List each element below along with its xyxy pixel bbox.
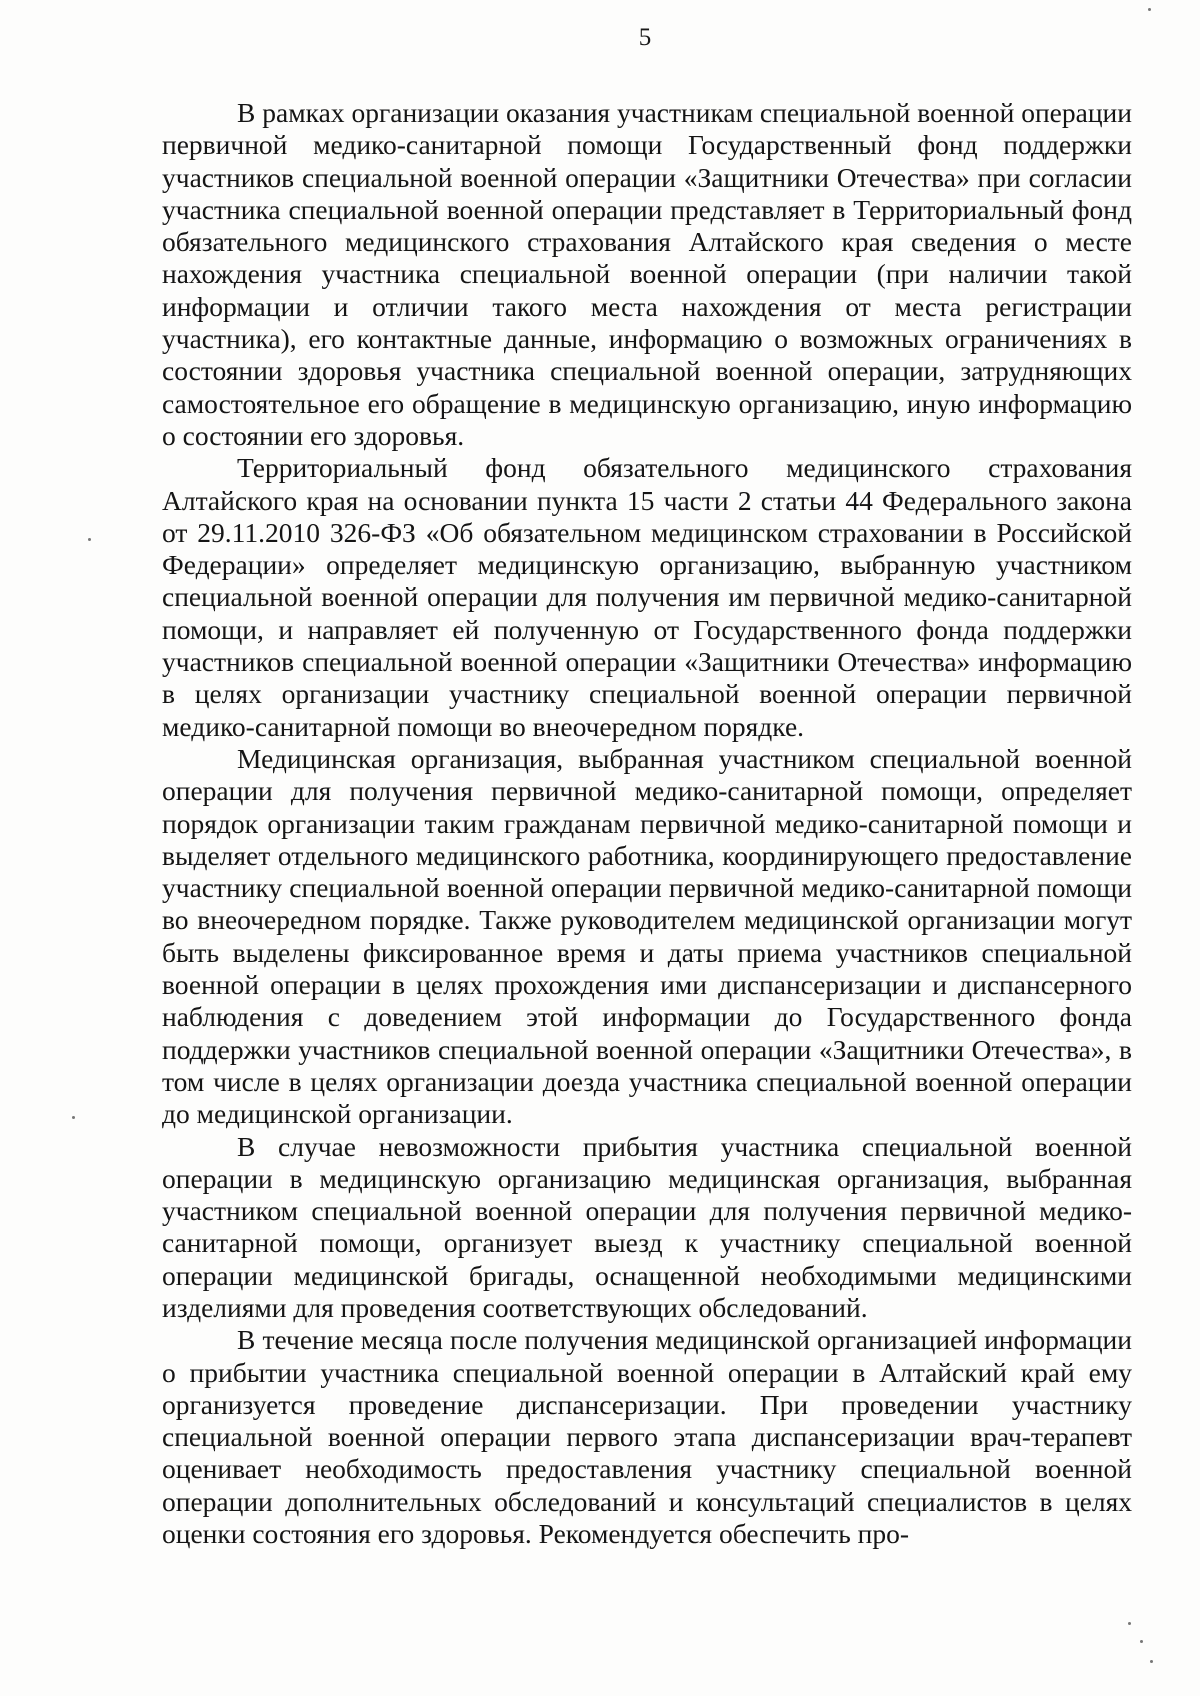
- document-body: [162, 97, 1132, 1550]
- scan-speck: [72, 1116, 75, 1119]
- scan-speck: [1150, 1660, 1153, 1663]
- scan-speck: [1128, 1622, 1131, 1625]
- paragraph-dispensarization: В течение месяца после получения медицинской организацией информации о прибытии участника специальной военной операции в Алтайский край ему организуется проведение диспансеризации. При проведении участнику специальной военной операции первого этапа диспансеризации врач-терапевт оценивает необходимость предоставления участнику специальной военной операции дополнительных обследований и консультаций специалистов в целях оценки состояния его здоровья. Рекомендуется обеспечить про-: [162, 1324, 1132, 1550]
- scan-speck: [1140, 1640, 1143, 1643]
- paragraph-medical-organization: Медицинская организация, выбранная участником специальной военной операции для получения первичной медико-санитарной помощи, определяет порядок организации таким гражданам первичной медико-санитарной помощи и выделяет отдельного медицинского работника, координирующего предоставление участнику специальной военной операции первичной медико-санитарной помощи во внеочередном порядке. Также руководителем медицинской организации могут быть выделены фиксированное время и даты приема участников специальной военной операции в целях прохождения ими диспансеризации и диспансерного наблюдения с доведением этой информации до Государственного фонда поддержки участников специальной военной операции «Защитники Отечества», в том числе в целях организации доезда участника специальной военной операции до медицинской организации.: [162, 742, 1132, 1130]
- paragraph-fund-information: В рамках организации оказания участникам специальной военной операции первичной медико-санитарной помощи Государственный фонд поддержки участников специальной военной операции «Защитники Отечества» при согласии участника специальной военной операции представляет в Территориальный фонд обязательного медицинского страхования Алтайского края сведения о месте нахождения участника специальной военной операции (при наличии такой информации и отличии такого места нахождения от места регистрации участника), его контактные данные, информацию о возможных ограничениях в состоянии здоровья участника специальной военной операции, затрудняющих самостоятельное его обращение в медицинскую организацию, иную информацию о состоянии его здоровья.: [162, 97, 1132, 451]
- paragraph-medical-team-visit: В случае невозможности прибытия участника специальной военной операции в медицинскую организацию медицинская организация, выбранная участником специальной военной операции для получения первичной медико-санитарной помощи, организует выезд к участнику специальной военной операции медицинской бригады, оснащенной необходимыми медицинскими изделиями для проведения соответствующих обследований.: [162, 1130, 1132, 1323]
- scan-speck: [1148, 8, 1151, 11]
- paragraph-territorial-fund: Территориальный фонд обязательного медицинского страхования Алтайского края на основании пункта 15 части 2 статьи 44 Федерального закона от 29.11.2010 326-ФЗ «Об обязательном медицинском страховании в Российской Федерации» определяет медицинскую организацию, выбранную участником специальной военной операции для получения им первичной медико-санитарной помощи, и направляет ей полученную от Государственного фонда поддержки участников специальной военной операции «Защитники Отечества» информацию в целях организации участнику специальной военной операции первичной медико-санитарной помощи во внеочередном порядке.: [162, 452, 1132, 742]
- scan-speck: [88, 538, 91, 541]
- page-number: 5: [638, 24, 652, 51]
